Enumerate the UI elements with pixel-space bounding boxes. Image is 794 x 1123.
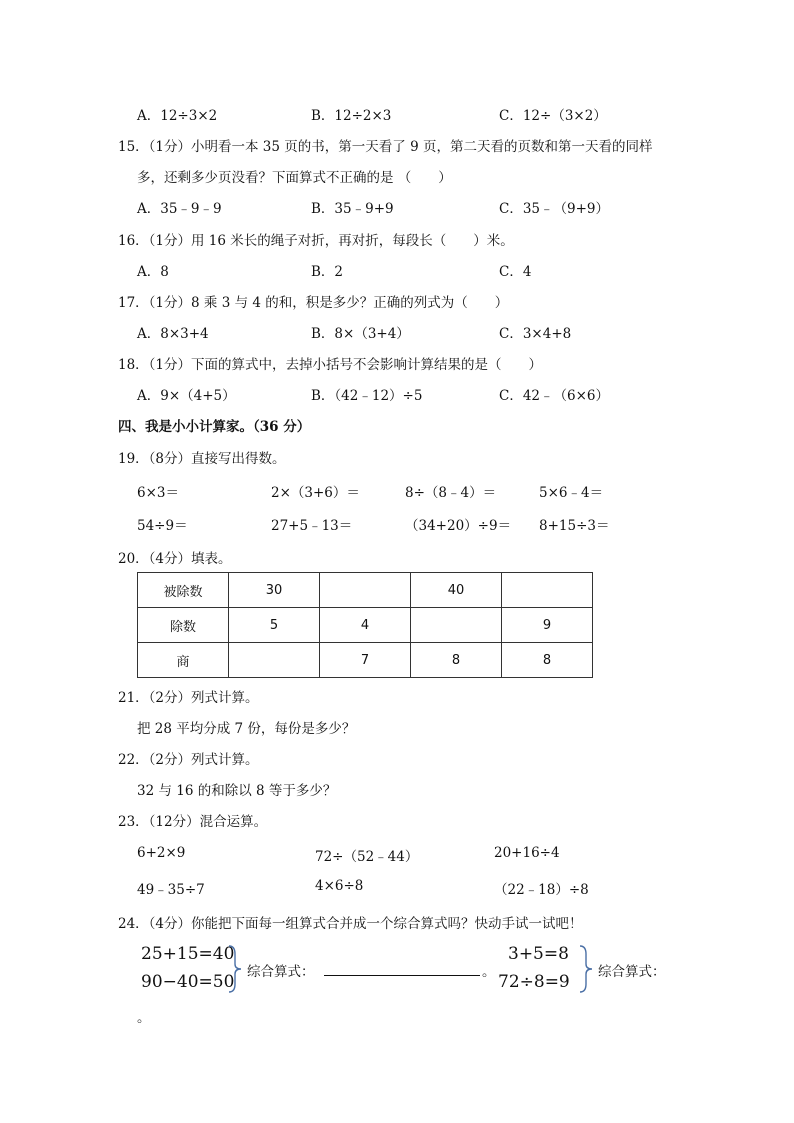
q19-item-5: 54÷9＝ (137, 518, 188, 534)
q24-group-1-eq-1: 25+15=40 (141, 944, 235, 964)
q21-question: 把 28 平均分成 7 份，每份是多少？ (137, 721, 356, 737)
q24-trailing-mark: 。 (137, 1010, 151, 1026)
table-cell: 被除数 (138, 573, 229, 608)
q22-stem: 22．（2分）列式计算。 (118, 752, 259, 768)
q19-item-6: 27+5﹣13＝ (271, 518, 353, 534)
q23-item-2: 72÷（52﹣44） (315, 849, 419, 865)
q23-item-3: 20+16÷4 (494, 845, 560, 861)
q19-item-3: 8÷（8﹣4）＝ (405, 485, 497, 501)
q16-option-b: B．2 (311, 264, 344, 280)
q18-stem: 18．（1分）下面的算式中，去掉小括号不会影响计算结果的是（ ） (118, 357, 543, 373)
table-cell (502, 573, 593, 608)
table-cell: 7 (320, 643, 411, 678)
table-cell (411, 608, 502, 643)
q17-option-c: C．3×4+8 (499, 326, 572, 342)
q19-item-4: 5×6﹣4＝ (539, 485, 604, 501)
q19-stem: 19．（8分）直接写出得数。 (118, 451, 286, 467)
q18-option-b: B．（42﹣12）÷5 (311, 388, 423, 404)
q14-option-c: C．12÷（3×2） (499, 108, 607, 124)
q17-option-a: A．8×3+4 (137, 326, 209, 342)
q14-option-b: B．12÷2×3 (311, 108, 392, 124)
q19-item-1: 6×3＝ (137, 485, 179, 501)
q15-stem-line2: 多，还剩多少页没看？下面算式不正确的是 （ ） (137, 170, 452, 186)
q22-question: 32 与 16 的和除以 8 等于多少？ (137, 783, 337, 799)
table-row (138, 573, 593, 608)
table-cell: 40 (411, 573, 502, 608)
q19-item-7: （34+20）÷9＝ (405, 518, 512, 534)
q24-label-1: 综合算式： (247, 964, 315, 980)
q23-stem: 23．（12分）混合运算。 (118, 814, 268, 830)
q24-end-mark-1: 。 (482, 964, 496, 980)
table-cell: 9 (502, 608, 593, 643)
table-cell (320, 573, 411, 608)
q24-brace-2 (578, 944, 594, 994)
q24-label-2: 综合算式： (598, 964, 666, 980)
q24-group-2-eq-1: 3+5=8 (508, 944, 569, 964)
table-cell: 30 (229, 573, 320, 608)
q15-option-b: B．35﹣9+9 (311, 201, 394, 217)
q14-option-a: A．12÷3×2 (137, 108, 218, 124)
section-4-title: 四、我是小小计算家。（36 分） (118, 419, 311, 435)
q24-group-2-eq-2: 72÷8=9 (498, 972, 570, 992)
q23-item-1: 6+2×9 (137, 845, 186, 861)
q16-stem: 16．（1分）用 16 米长的绳子对折，再对折，每段长（ ）米。 (118, 233, 514, 249)
q17-option-b: B．8×（3+4） (311, 326, 410, 342)
q20-fill-table (137, 572, 593, 678)
table-cell: 8 (502, 643, 593, 678)
table-row (138, 643, 593, 678)
table-cell: 商 (138, 643, 229, 678)
q16-option-c: C．4 (499, 264, 532, 280)
q23-item-6: （22﹣18）÷8 (494, 882, 589, 898)
table-row (138, 608, 593, 643)
q18-option-a: A．9×（4+5） (137, 388, 236, 404)
q24-brace-1 (227, 944, 243, 994)
q17-stem: 17．（1分）8 乘 3 与 4 的和，积是多少？正确的列式为（ ） (118, 295, 509, 311)
q16-option-a: A．8 (137, 264, 169, 280)
q15-stem-line1: 15．（1分）小明看一本 35 页的书，第一天看了 9 页，第二天看的页数和第一天看的同样 (118, 139, 653, 155)
table-cell: 8 (411, 643, 502, 678)
q24-group-2 (498, 940, 570, 996)
table-cell: 5 (229, 608, 320, 643)
q24-group-1 (141, 940, 234, 996)
q23-item-5: 4×6÷8 (315, 878, 364, 894)
q19-item-8: 8+15÷3＝ (539, 518, 610, 534)
q20-stem: 20．（4分）填表。 (118, 551, 232, 567)
q23-item-4: 49﹣35÷7 (137, 882, 205, 898)
q18-option-c: C．42﹣（6×6） (499, 388, 609, 404)
table-cell: 除数 (138, 608, 229, 643)
q24-answer-blank-1[interactable] (324, 975, 480, 976)
q24-stem: 24．（4分）你能把下面每一组算式合并成一个综合算式吗？快动手试一试吧！ (118, 916, 583, 932)
q15-option-a: A．35﹣9﹣9 (137, 201, 222, 217)
q15-option-c: C．35﹣（9+9） (499, 201, 609, 217)
q24-group-1-eq-2: 90−40=50 (141, 972, 235, 992)
q21-stem: 21．（2分）列式计算。 (118, 690, 259, 706)
q19-item-2: 2×（3+6）＝ (271, 485, 360, 501)
table-cell: 4 (320, 608, 411, 643)
table-cell (229, 643, 320, 678)
